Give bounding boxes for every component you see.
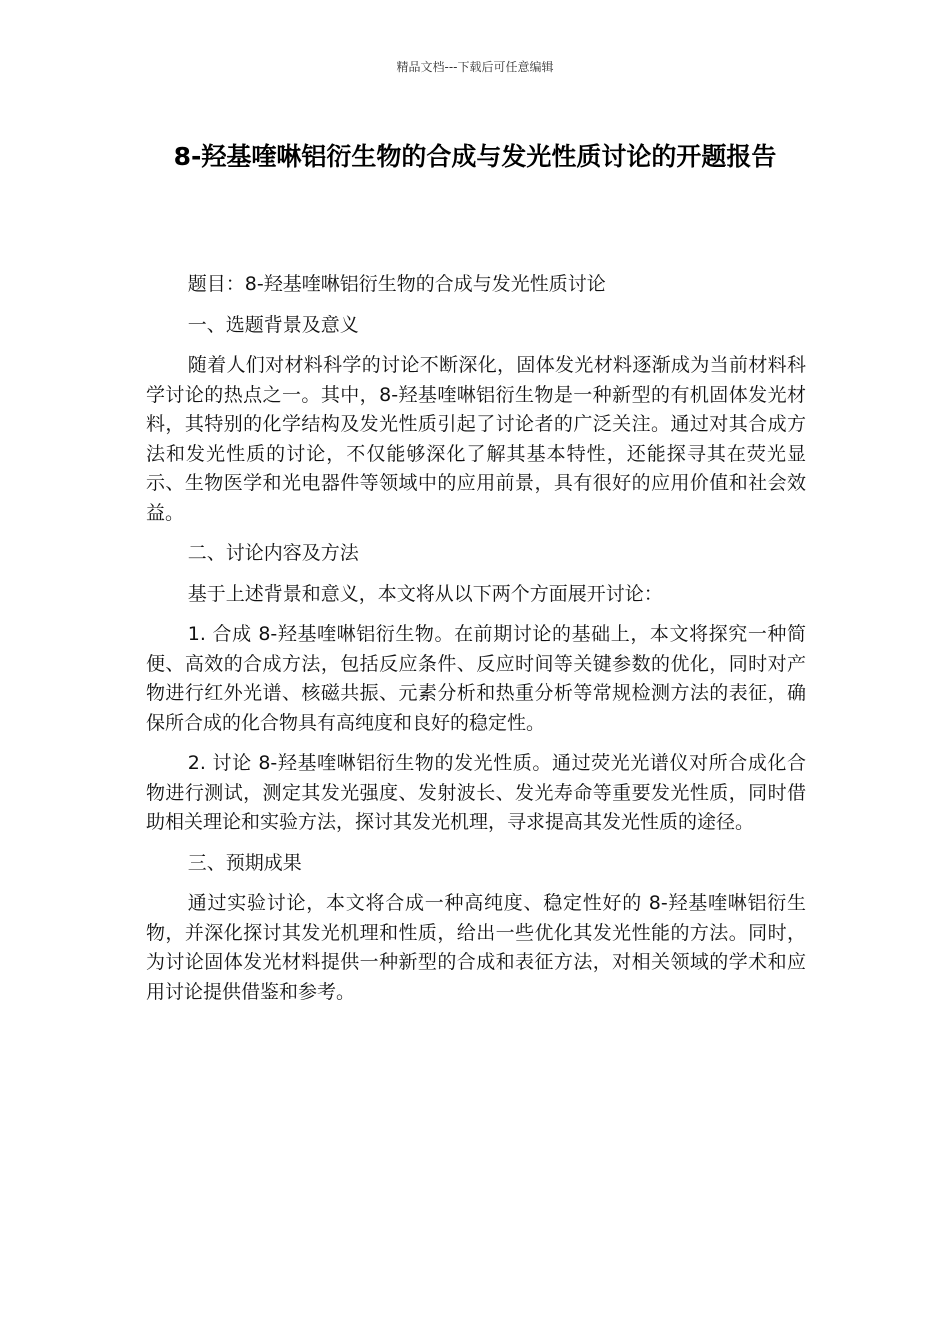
section-heading-results: 三、预期成果 xyxy=(187,851,302,874)
topic-line: 题目：8-羟基喹啉铝衍生物的合成与发光性质讨论 xyxy=(187,273,606,295)
header-note: 精品文档---下载后可任意编辑 xyxy=(396,60,554,74)
content-item-luminescence: 2. 讨论 8-羟基喹啉铝衍生物的发光性质。通过荧光光谱仪对所合成化合物进行测试，测定其发光强度、发射波长、发光寿命等重要发光性质，同时借助相关理论和实验方法，探讨其发光机理，寻求提高其发光性质的途径。 xyxy=(146,752,806,833)
results-paragraph: 通过实验讨论，本文将合成一种高纯度、稳定性好的 8-羟基喹啉铝衍生物，并深化探讨其发光机理和性质，给出一些优化其发光性能的方法。同时，为讨论固体发光材料提供一种新型的合成和表征方法，对相关领域的学术和应用讨论提供借鉴和参考。 xyxy=(146,892,806,1003)
section-heading-content: 二、讨论内容及方法 xyxy=(187,542,359,564)
background-paragraph: 随着人们对材料科学的讨论不断深化，固体发光材料逐渐成为当前材料科学讨论的热点之一。其中，8-羟基喹啉铝衍生物是一种新型的有机固体发光材料，其特别的化学结构及发光性质引起了讨论者的广泛关注。通过对其合成方法和发光性质的讨论，不仅能够深化了解其基本特性，还能探寻其在荧光显示、生物医学和光电器件等领域中的应用前景，具有很好的应用价值和社会效益。 xyxy=(146,354,806,524)
document-title: 8-羟基喹啉铝衍生物的合成与发光性质讨论的开题报告 xyxy=(173,142,777,171)
content-intro-paragraph: 基于上述背景和意义，本文将从以下两个方面展开讨论： xyxy=(187,582,663,605)
document-body xyxy=(146,270,806,1018)
section-heading-background: 一、选题背景及意义 xyxy=(187,313,359,336)
content-item-synthesis: 1. 合成 8-羟基喹啉铝衍生物。在前期讨论的基础上，本文将探究一种简便、高效的合成方法，包括反应条件、反应时间等关键参数的优化，同时对产物进行红外光谱、核磁共振、元素分析和热重分析等常规检测方法的表征，确保所合成的化合物具有高纯度和良好的稳定性。 xyxy=(146,623,806,734)
